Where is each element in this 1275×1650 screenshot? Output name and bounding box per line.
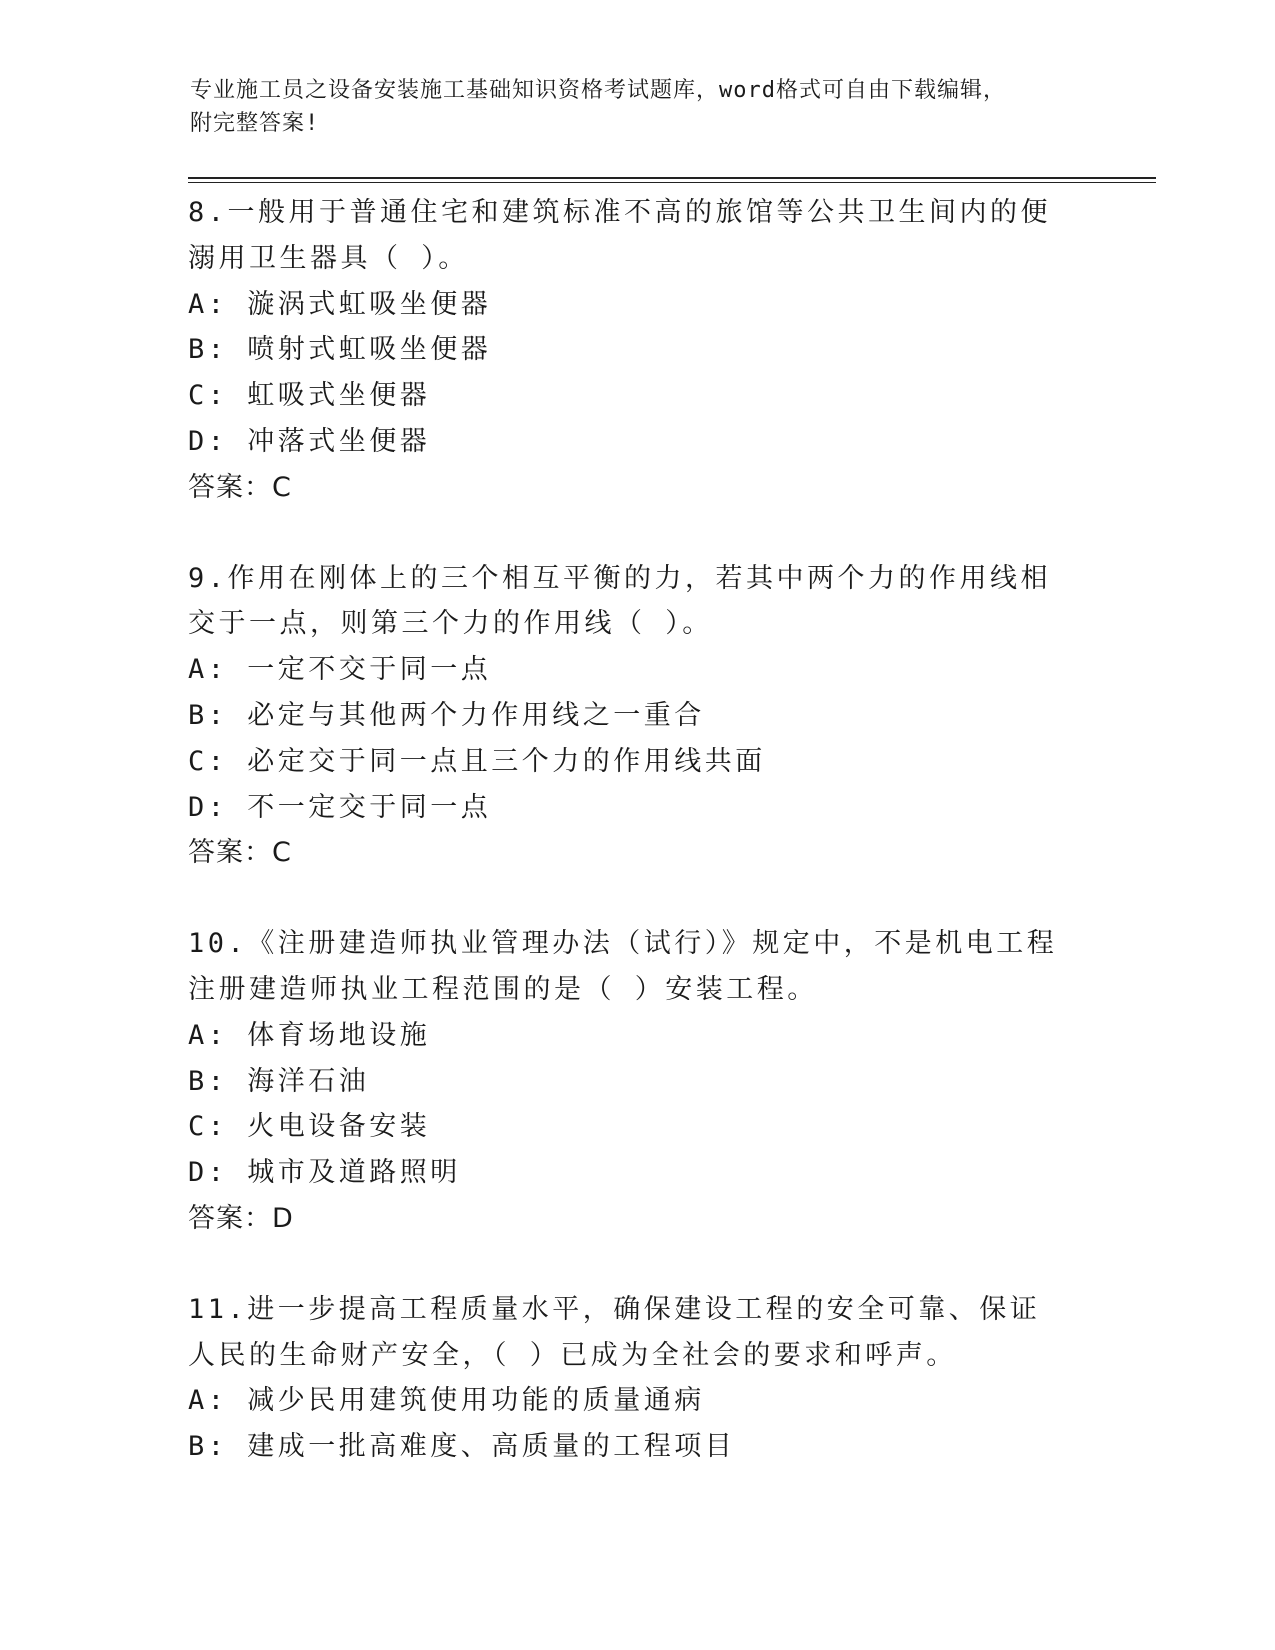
option-a: A: 漩涡式虹吸坐便器 — [188, 288, 492, 320]
answer: 答案：C — [188, 837, 292, 869]
option-b: B: 必定与其他两个力作用线之一重合 — [188, 699, 705, 731]
question-8 — [188, 190, 1088, 511]
question-list — [188, 190, 1088, 1515]
option-b: B: 喷射式虹吸坐便器 — [188, 334, 492, 366]
header-divider-thick — [188, 177, 1156, 179]
document-header — [190, 74, 1070, 140]
option-d: D: 城市及道路照明 — [188, 1157, 461, 1189]
answer: 答案：C — [188, 471, 292, 503]
option-a: A: 一定不交于同一点 — [188, 654, 492, 686]
header-line-1: 专业施工员之设备安装施工基础知识资格考试题库，word格式可自由下载编辑， — [190, 78, 1006, 103]
option-c: C: 虹吸式坐便器 — [188, 380, 431, 412]
question-9 — [188, 556, 1088, 877]
option-c: C: 必定交于同一点且三个力的作用线共面 — [188, 745, 766, 777]
option-a: A: 体育场地设施 — [188, 1019, 431, 1051]
option-d: D: 冲落式坐便器 — [188, 425, 431, 457]
question-stem: 8.一般用于普通住宅和建筑标准不高的旅馆等公共卫生间内的便溺用卫生器具（ ）。 — [188, 197, 1052, 274]
answer: 答案：D — [188, 1202, 294, 1234]
header-divider-thin — [188, 182, 1156, 183]
option-c: C: 火电设备安装 — [188, 1111, 431, 1143]
option-a: A: 减少民用建筑使用功能的质量通病 — [188, 1385, 705, 1417]
question-stem: 11.进一步提高工程质量水平，确保建设工程的安全可靠、保证人民的生命财产安全，（ ）已成为全社会的要求和呼声。 — [188, 1293, 1041, 1371]
option-b: B: 海洋石油 — [188, 1065, 370, 1097]
question-stem: 10.《注册建造师执业管理办法（试行）》规定中，不是机电工程注册建造师执业工程范围的是（ ）安装工程。 — [188, 928, 1058, 1005]
header-line-2: 附完整答案! — [190, 111, 320, 136]
question-stem: 9.作用在刚体上的三个相互平衡的力，若其中两个力的作用线相交于一点，则第三个力的作用线（ ）。 — [188, 562, 1052, 640]
option-d: D: 不一定交于同一点 — [188, 791, 492, 823]
question-11 — [188, 1287, 1088, 1470]
option-b: B: 建成一批高难度、高质量的工程项目 — [188, 1431, 736, 1463]
question-10 — [188, 921, 1088, 1242]
